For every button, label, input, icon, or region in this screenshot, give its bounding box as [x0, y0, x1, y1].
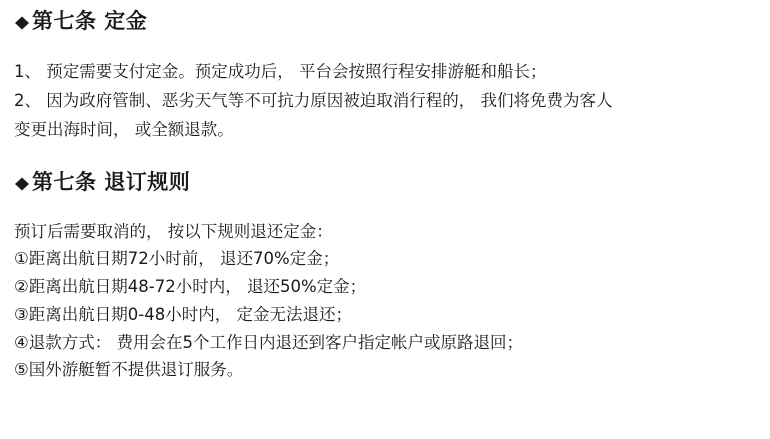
paragraph-cancellation-rule-1: ①距离出航日期72小时前， 退还70%定金；	[14, 249, 340, 269]
section-body-cancellation	[14, 219, 756, 384]
paragraph-deposit-1: 1、 预定需要支付定金。预定成功后， 平台会按照行程安排游艇和船长；	[14, 62, 547, 82]
section-heading-cancellation	[14, 169, 756, 196]
section-body-deposit	[14, 59, 756, 143]
paragraph-cancellation-rule-3: ③距离出航日期0-48小时内， 定金无法退还；	[14, 304, 352, 324]
section-heading-deposit-text: 第七条 定金	[32, 9, 148, 33]
paragraph-cancellation-intro: 预订后需要取消的， 按以下规则退还定金：	[14, 221, 333, 241]
paragraph-deposit-3: 变更出海时间， 或全额退款。	[14, 119, 234, 139]
paragraph-cancellation-rule-4: ④退款方式： 费用会在5个工作日内退还到客户指定帐户或原路退回；	[14, 332, 524, 352]
section-deposit	[14, 8, 756, 143]
section-heading-deposit	[14, 8, 756, 35]
section-cancellation	[14, 169, 756, 384]
paragraph-cancellation-rule-2: ②距离出航日期48-72小时内， 退还50%定金；	[14, 277, 367, 297]
section-heading-cancellation-text: 第七条 退订规则	[32, 170, 191, 195]
black-diamond-icon	[14, 15, 30, 31]
paragraph-deposit-2: 2、 因为政府管制、恶劣天气等不可抗力原因被迫取消行程的， 我们将免费为客人	[14, 91, 613, 111]
paragraph-cancellation-rule-5: ⑤国外游艇暂不提供退订服务。	[14, 360, 244, 380]
black-diamond-icon	[14, 176, 30, 192]
